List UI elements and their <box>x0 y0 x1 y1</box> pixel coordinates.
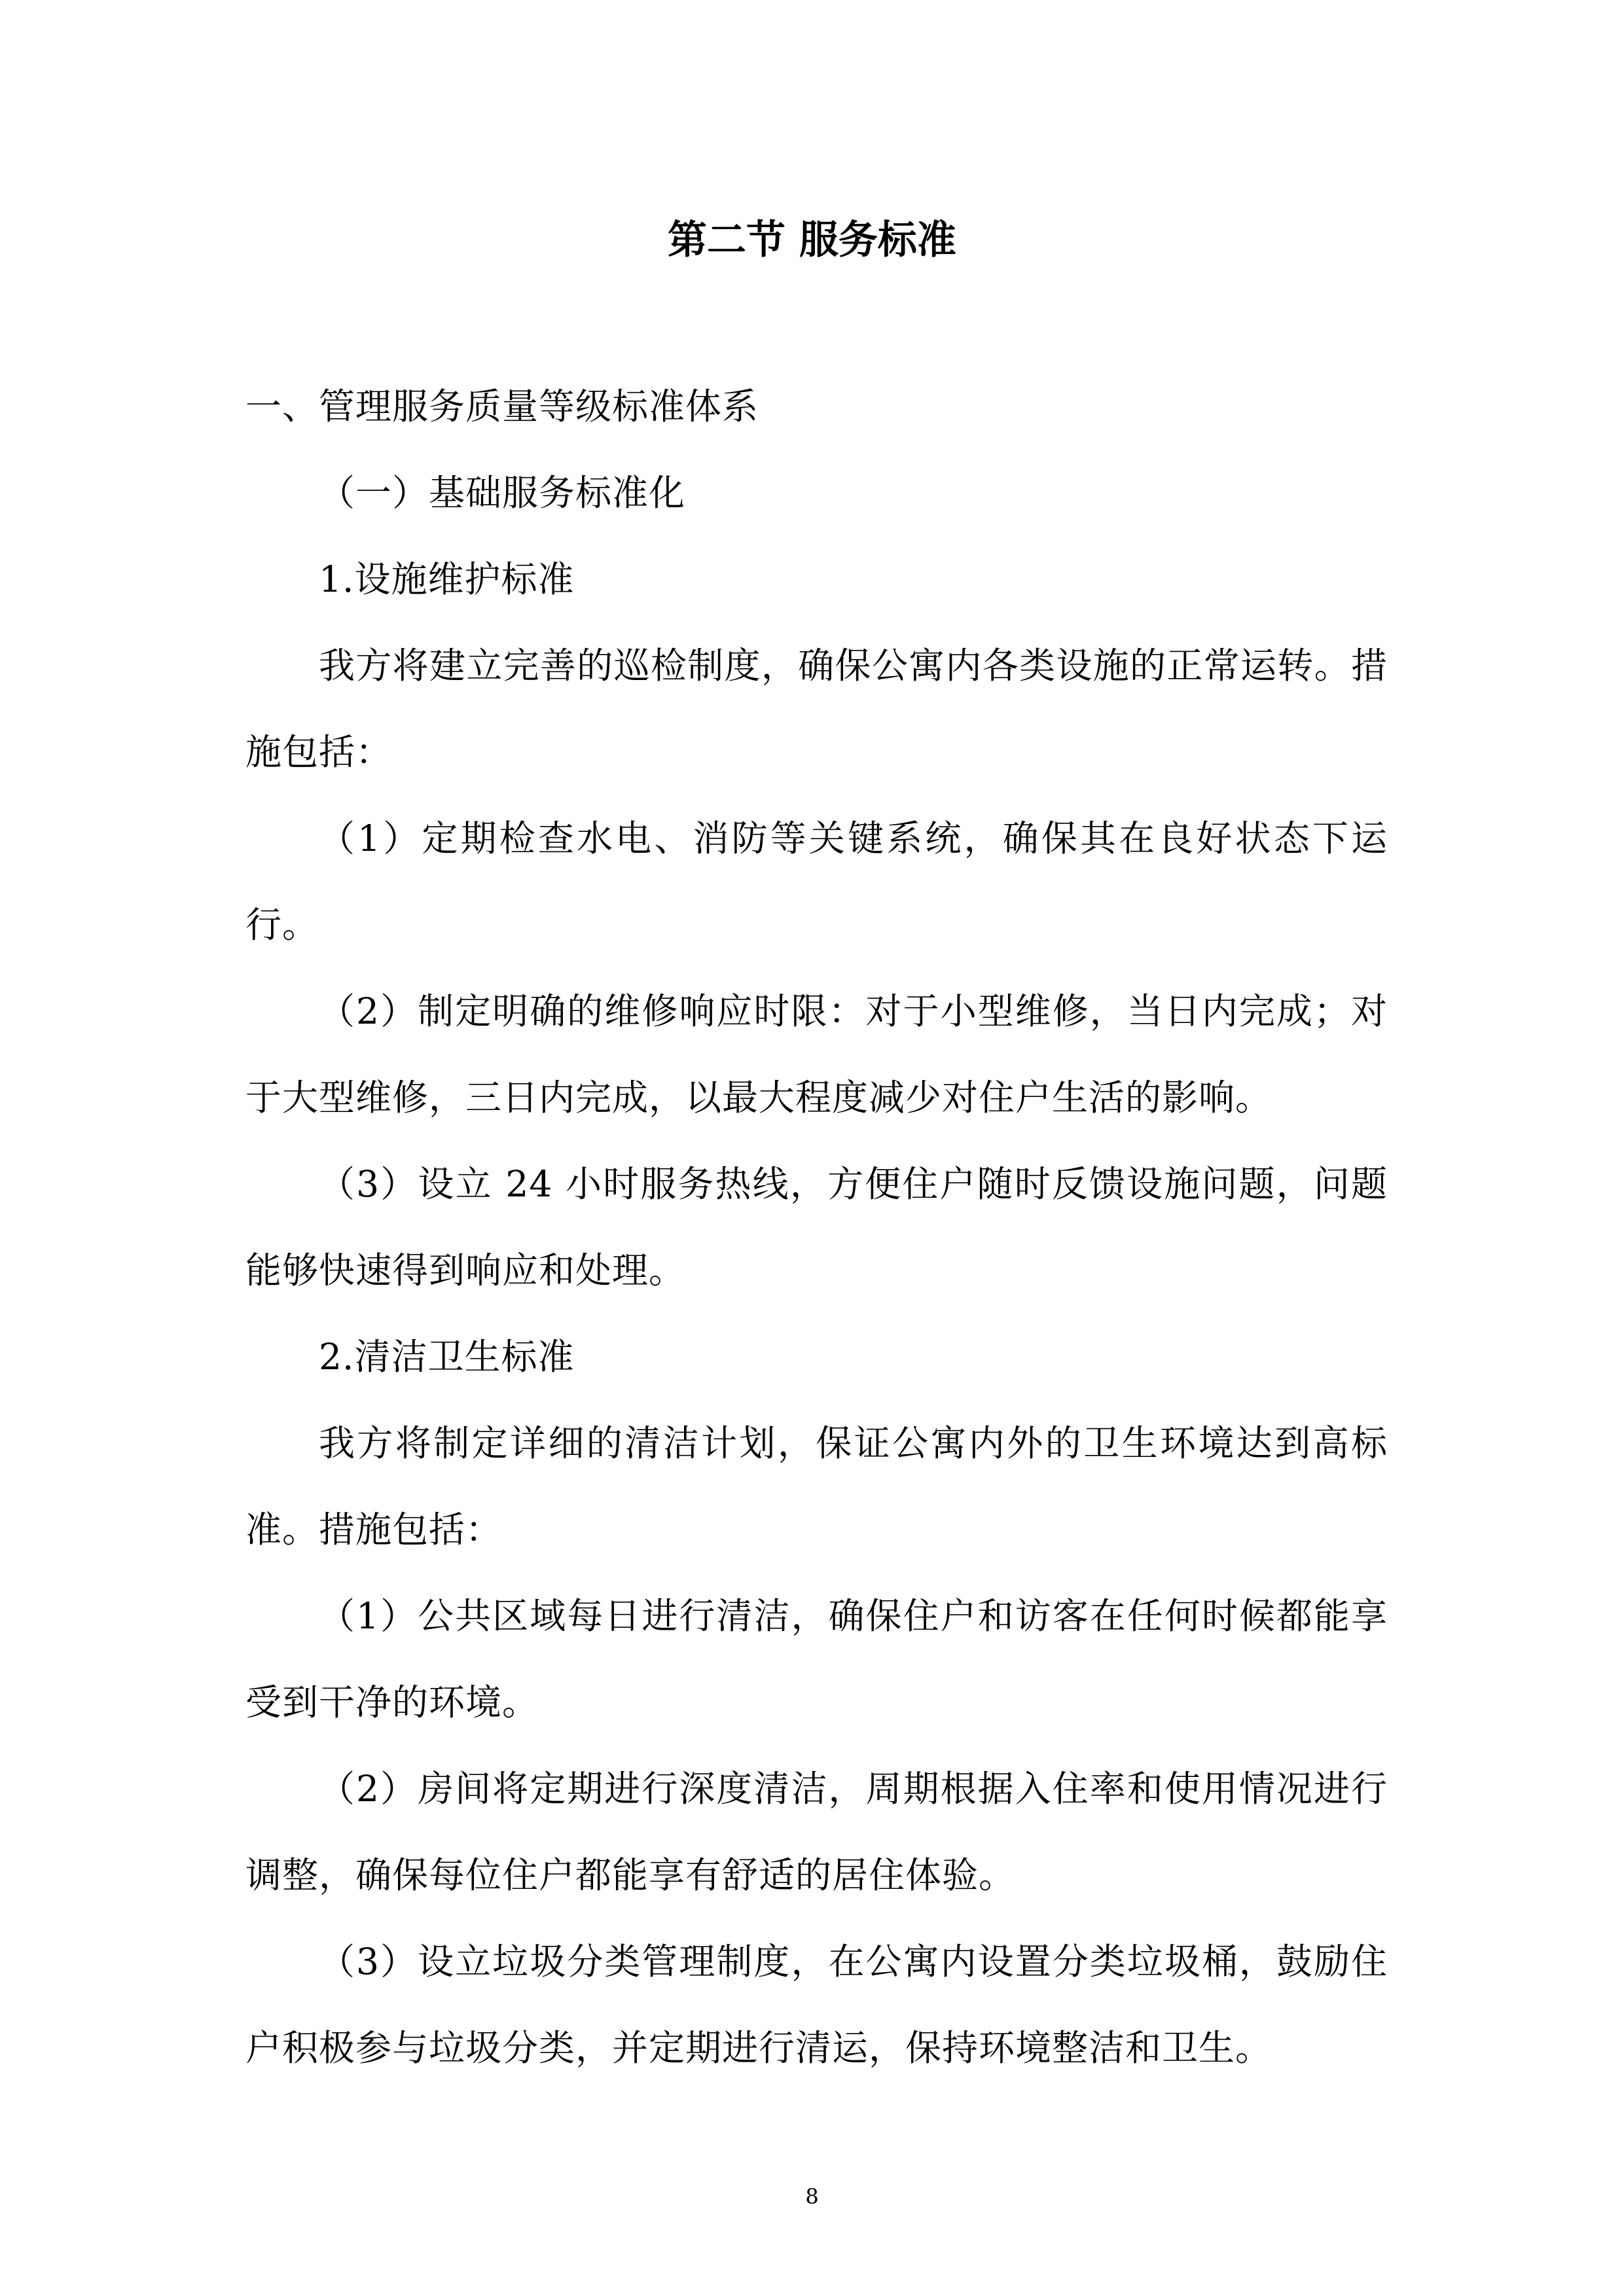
list-item: （3）设立 24 小时服务热线，方便住户随时反馈设施问题，问题能够快速得到响应和处理。 <box>245 1163 1388 1291</box>
paragraph: 我方将建立完善的巡检制度，确保公寓内各类设施的正常运转。措施包括： <box>245 645 1388 773</box>
page-number: 8 <box>805 2184 819 2209</box>
list-item: （1）公共区域每日进行清洁，确保住户和访客在任何时候都能享受到干净的环境。 <box>245 1595 1388 1723</box>
heading-level-2: （一）基础服务标准化 <box>319 472 686 514</box>
section-title: 第二节 服务标准 <box>668 217 956 263</box>
list-item: （1）定期检查水电、消防等关键系统，确保其在良好状态下运行。 <box>245 817 1388 946</box>
paragraph: 我方将制定详细的清洁计划，保证公寓内外的卫生环境达到高标准。措施包括： <box>245 1422 1388 1551</box>
heading-level-3: 1.设施维护标准 <box>319 558 575 600</box>
list-item: （2）制定明确的维修响应时限：对于小型维修，当日内完成；对于大型维修，三日内完成，以最大程度减少对住户生活的影响。 <box>245 990 1388 1119</box>
list-item: （3）设立垃圾分类管理制度，在公寓内设置分类垃圾桶，鼓励住户积极参与垃圾分类，并定期进行清运，保持环境整洁和卫生。 <box>245 1941 1388 2069</box>
heading-level-3: 2.清洁卫生标准 <box>319 1336 575 1378</box>
heading-level-1: 一、管理服务质量等级标准体系 <box>245 386 759 427</box>
body-text <box>245 363 1388 2091</box>
list-item: （2）房间将定期进行深度清洁，周期根据入住率和使用情况进行调整，确保每位住户都能享有舒适的居住体验。 <box>245 1768 1388 1896</box>
